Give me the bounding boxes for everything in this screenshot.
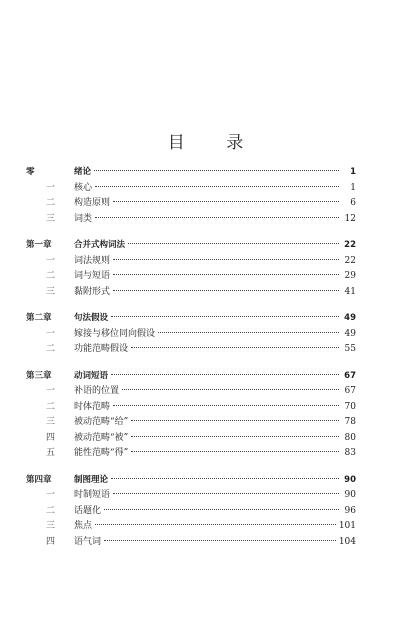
- toc-chapter-entry: [26, 165, 356, 181]
- toc-entry-number: 五: [46, 448, 56, 458]
- dot-leader: [111, 316, 339, 317]
- toc-chapter-entry: [26, 311, 356, 327]
- dot-leader: [113, 274, 339, 275]
- toc-entry-title: 话题化: [74, 505, 102, 516]
- toc-section-entry: [26, 285, 356, 301]
- toc-page-number: 90: [344, 490, 356, 500]
- toc-section-entry: [26, 212, 356, 228]
- toc-section-entry: [26, 196, 356, 212]
- toc-entry-number: 二: [46, 198, 56, 208]
- toc-section-entry: [26, 181, 356, 197]
- toc-entry-title: 词法规则: [74, 255, 111, 266]
- toc-entry-number: 三: [46, 521, 56, 531]
- toc-page-number: 41: [344, 286, 356, 297]
- toc-chapter-entry: [26, 473, 356, 489]
- toc-section-entry: [26, 400, 356, 416]
- toc-entry-title: 核心: [74, 182, 93, 193]
- toc-page-number: 67: [344, 386, 356, 396]
- toc-entry-title: 功能范畴假设: [74, 344, 129, 354]
- toc-entry-number: 四: [46, 536, 56, 547]
- toc-page-number: 78: [344, 417, 356, 427]
- toc-entry-title: 句法假设: [74, 313, 109, 323]
- toc-page-number: 22: [344, 240, 356, 250]
- dot-leader: [113, 201, 339, 202]
- toc-entry-number: 三: [46, 417, 56, 427]
- dot-leader: [104, 540, 336, 541]
- toc-entry-number: 二: [46, 271, 56, 281]
- toc-entry-number: 三: [46, 213, 56, 224]
- dot-leader: [113, 405, 339, 406]
- dot-leader: [113, 259, 339, 260]
- dot-leader: [113, 290, 339, 291]
- toc-section-entry: [26, 269, 356, 285]
- dot-leader: [95, 524, 336, 525]
- dot-leader: [128, 243, 339, 244]
- dot-leader: [95, 186, 339, 187]
- dot-leader: [131, 451, 339, 452]
- dot-leader: [131, 420, 339, 421]
- toc-section-entry: [26, 254, 356, 270]
- toc-page-number: 90: [344, 474, 356, 485]
- toc-entry-number: 第三章: [26, 370, 52, 381]
- toc-page-number: 6: [350, 198, 356, 208]
- table-of-contents: [26, 165, 356, 550]
- toc-page-number: 101: [338, 521, 356, 531]
- toc-page-number: 83: [344, 448, 356, 458]
- toc-chapter-entry: [26, 369, 356, 385]
- page-title: 目 录: [167, 133, 262, 153]
- toc-entry-title: 时体范畴: [74, 401, 111, 412]
- toc-section-entry: [26, 384, 356, 400]
- toc-entry-number: 二: [46, 401, 56, 412]
- toc-entry-number: 二: [46, 505, 56, 516]
- dot-leader: [104, 509, 339, 510]
- toc-entry-number: 第四章: [26, 474, 52, 485]
- toc-page-number: 29: [344, 271, 356, 281]
- toc-page-number: 70: [344, 401, 356, 412]
- toc-entry-number: 零: [26, 167, 35, 177]
- dot-leader: [113, 493, 339, 494]
- dot-leader: [122, 389, 339, 390]
- toc-section-entry: [26, 446, 356, 462]
- toc-entry-number: 一: [46, 182, 56, 193]
- toc-section-entry: [26, 488, 356, 504]
- toc-entry-title: 被动范畴“被”: [74, 432, 129, 443]
- dot-leader: [95, 217, 339, 218]
- toc-page-number: 67: [344, 370, 356, 381]
- toc-page-number: 80: [344, 432, 356, 443]
- toc-entry-number: 第一章: [26, 240, 52, 250]
- dot-leader: [111, 478, 339, 479]
- toc-page-number: 104: [338, 536, 356, 547]
- toc-page-number: 1: [350, 182, 356, 193]
- toc-entry-title: 时制短语: [74, 490, 111, 500]
- toc-entry-number: 三: [46, 286, 56, 297]
- toc-entry-title: 被动范畴“给”: [74, 417, 129, 427]
- toc-page-number: 55: [344, 344, 356, 354]
- toc-page-number: 22: [344, 255, 356, 266]
- toc-entry-title: 构造原则: [74, 198, 111, 208]
- toc-entry-number: 二: [46, 344, 56, 354]
- toc-entry-title: 语气词: [74, 536, 102, 547]
- toc-section-entry: [26, 415, 356, 431]
- toc-entry-number: 一: [46, 255, 56, 266]
- dot-leader: [131, 347, 339, 348]
- toc-entry-title: 词与短语: [74, 271, 111, 281]
- toc-page-number: 49: [344, 328, 356, 339]
- toc-entry-number: 一: [46, 328, 56, 339]
- toc-entry-title: 词类: [74, 213, 93, 224]
- toc-entry-title: 焦点: [74, 521, 93, 531]
- toc-entry-title: 能性范畴“得”: [74, 448, 129, 458]
- toc-entry-title: 黏附形式: [74, 286, 111, 297]
- toc-entry-number: 四: [46, 432, 56, 443]
- toc-entry-title: 动词短语: [74, 370, 109, 381]
- toc-entry-number: 一: [46, 386, 56, 396]
- toc-section-entry: [26, 431, 356, 447]
- dot-leader: [94, 170, 339, 171]
- toc-entry-title: 绪论: [74, 167, 92, 177]
- toc-page-number: 12: [344, 213, 356, 224]
- toc-entry-title: 补语的位置: [74, 386, 120, 396]
- toc-entry-title: 制图理论: [74, 474, 109, 485]
- toc-section-entry: [26, 504, 356, 520]
- toc-entry-number: 一: [46, 490, 56, 500]
- toc-page-number: 96: [344, 505, 356, 516]
- toc-section-entry: [26, 535, 356, 551]
- dot-leader: [158, 332, 339, 333]
- toc-entry-number: 第二章: [26, 313, 52, 323]
- toc-page-number: 1: [350, 167, 356, 177]
- toc-page-number: 49: [344, 313, 356, 323]
- toc-entry-title: 合并式构词法: [74, 240, 126, 250]
- dot-leader: [131, 436, 339, 437]
- toc-chapter-entry: [26, 238, 356, 254]
- toc-section-entry: [26, 342, 356, 358]
- toc-section-entry: [26, 327, 356, 343]
- toc-section-entry: [26, 519, 356, 535]
- dot-leader: [111, 374, 339, 375]
- toc-entry-title: 嫁接与移位同向假设: [74, 328, 156, 339]
